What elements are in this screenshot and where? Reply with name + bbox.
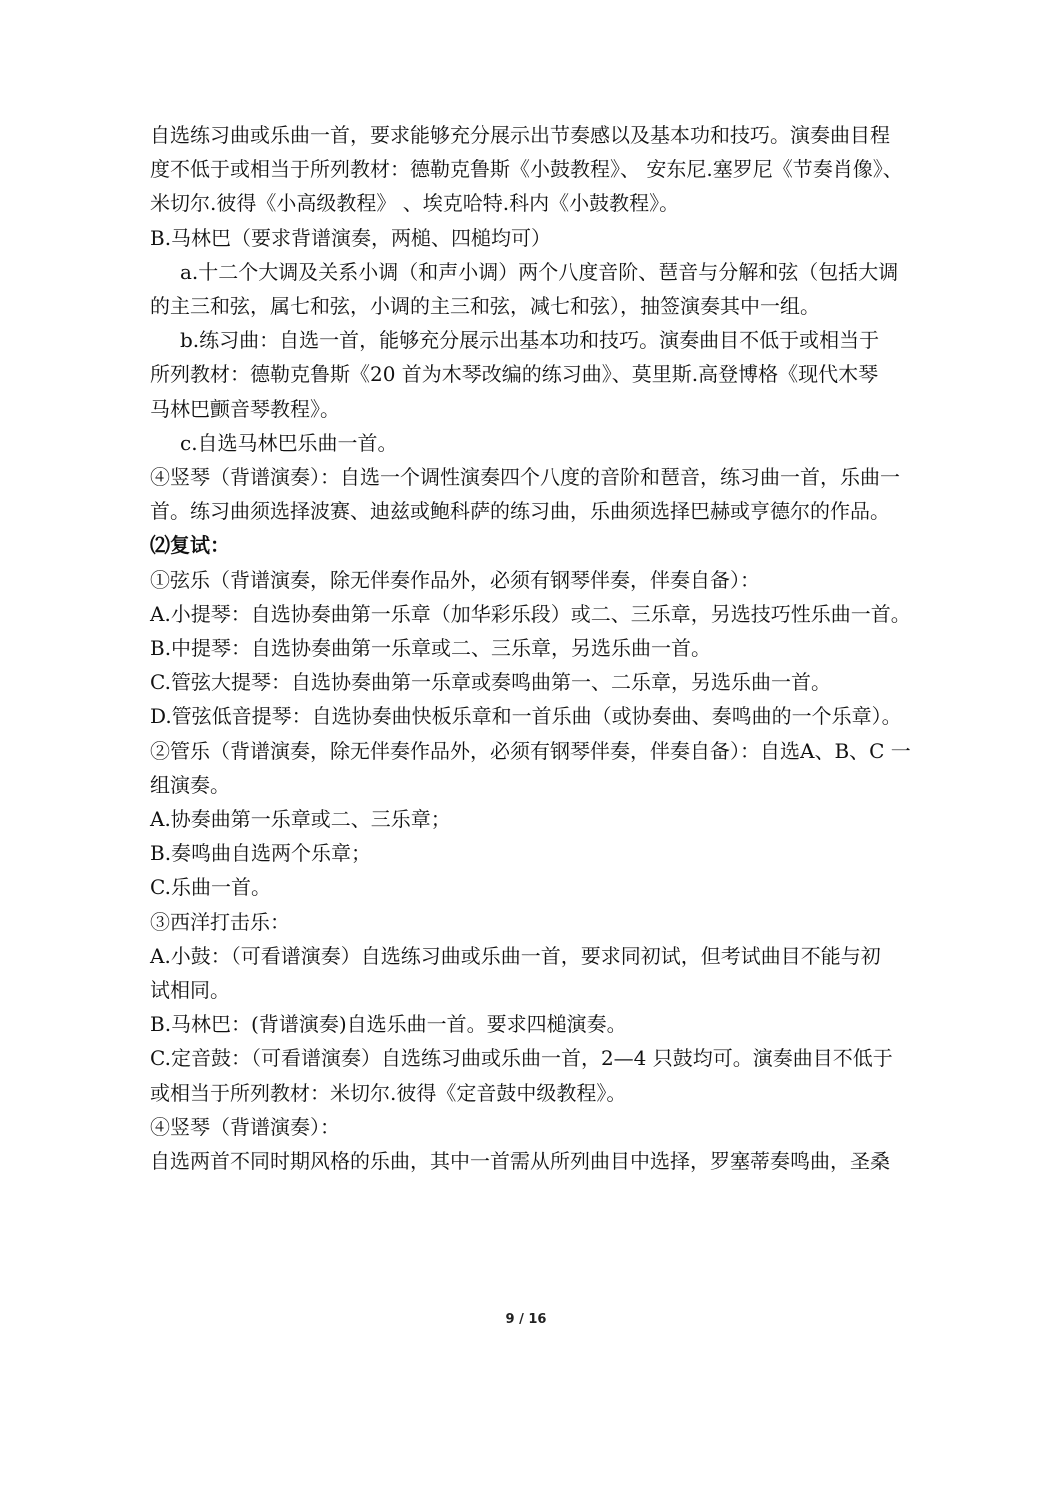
text-line: B.中提琴：自选协奏曲第一乐章或二、三乐章，另选乐曲一首。 (150, 636, 712, 661)
text-line: 马林巴颤音琴教程》。 (150, 396, 340, 421)
text-line: ④竖琴（背谱演奏）： (150, 1114, 340, 1139)
text-line: ③西洋打击乐： (150, 909, 290, 934)
text-line: 所列教材：德勒克鲁斯《20 首为木琴改编的练习曲》、莫里斯.高登博格《现代木琴 (150, 362, 879, 387)
text-line: 组演奏。 (150, 772, 230, 797)
text-line: ④竖琴（背谱演奏）：自选一个调性演奏四个八度的音阶和琶音，练习曲一首，乐曲一 (150, 465, 900, 490)
text-line: C.乐曲一首。 (150, 875, 271, 900)
text-line: ②管乐（背谱演奏，除无伴奏作品外，必须有钢琴伴奏，伴奏自备）：自选A、B、C 一 (150, 738, 911, 763)
text-line: 度不低于或相当于所列教材：德勒克鲁斯《小鼓教程》、 安东尼.塞罗尼《节奏肖像》、 (150, 157, 903, 182)
text-line: c.自选马林巴乐曲一首。 (180, 430, 398, 455)
text-line: B.奏鸣曲自选两个乐章； (150, 841, 372, 866)
text-line: A.小鼓：（可看谱演奏）自选练习曲或乐曲一首，要求同初试，但考试曲目不能与初 (150, 943, 881, 968)
page-number: 9 / 16 (505, 1312, 547, 1327)
text-line: 或相当于所列教材：米切尔.彼得《定音鼓中级教程》。 (150, 1080, 627, 1105)
text-line: 自选两首不同时期风格的乐曲，其中一首需从所列曲目中选择，罗塞蒂奏鸣曲，圣桑 (150, 1149, 890, 1174)
text-line: C.定音鼓：（可看谱演奏）自选练习曲或乐曲一首，2—4 只鼓均可。演奏曲目不低于 (150, 1046, 893, 1071)
text-line: b.练习曲：自选一首，能够充分展示出基本功和技巧。演奏曲目不低于或相当于 (180, 328, 880, 353)
text-line: 试相同。 (150, 978, 230, 1003)
section-heading: ⑵复试： (150, 533, 230, 558)
text-line: a.十二个大调及关系小调（和声小调）两个八度音阶、琶音与分解和弦（包括大调 (180, 259, 899, 284)
document-body (150, 118, 911, 1178)
text-line: C.管弦大提琴：自选协奏曲第一乐章或奏鸣曲第一、二乐章，另选乐曲一首。 (150, 670, 831, 695)
text-line: 的主三和弦，属七和弦，小调的主三和弦，减七和弦），抽签演奏其中一组。 (150, 294, 820, 319)
text-line: A.小提琴：自选协奏曲第一乐章（加华彩乐段）或二、三乐章，另选技巧性乐曲一首。 (150, 601, 911, 626)
text-line: 米切尔.彼得《小高级教程》 、埃克哈特.科内《小鼓教程》。 (150, 191, 680, 216)
text-line: 自选练习曲或乐曲一首，要求能够充分展示出节奏感以及基本功和技巧。演奏曲目程 (150, 123, 890, 147)
text-line: D.管弦低音提琴：自选协奏曲快板乐章和一首乐曲（或协奏曲、奏鸣曲的一个乐章）。 (150, 704, 902, 729)
text-line: ①弦乐（背谱演奏，除无伴奏作品外，必须有钢琴伴奏，伴奏自备）： (150, 567, 760, 592)
text-line: B.马林巴：(背谱演奏)自选乐曲一首。要求四槌演奏。 (150, 1012, 627, 1037)
text-line: 首。练习曲须选择波赛、迪兹或鲍科萨的练习曲，乐曲须选择巴赫或亨德尔的作品。 (150, 499, 890, 524)
text-line: A.协奏曲第一乐章或二、三乐章； (150, 807, 451, 832)
text-line: B.马林巴（要求背谱演奏，两槌、四槌均可） (150, 225, 552, 250)
